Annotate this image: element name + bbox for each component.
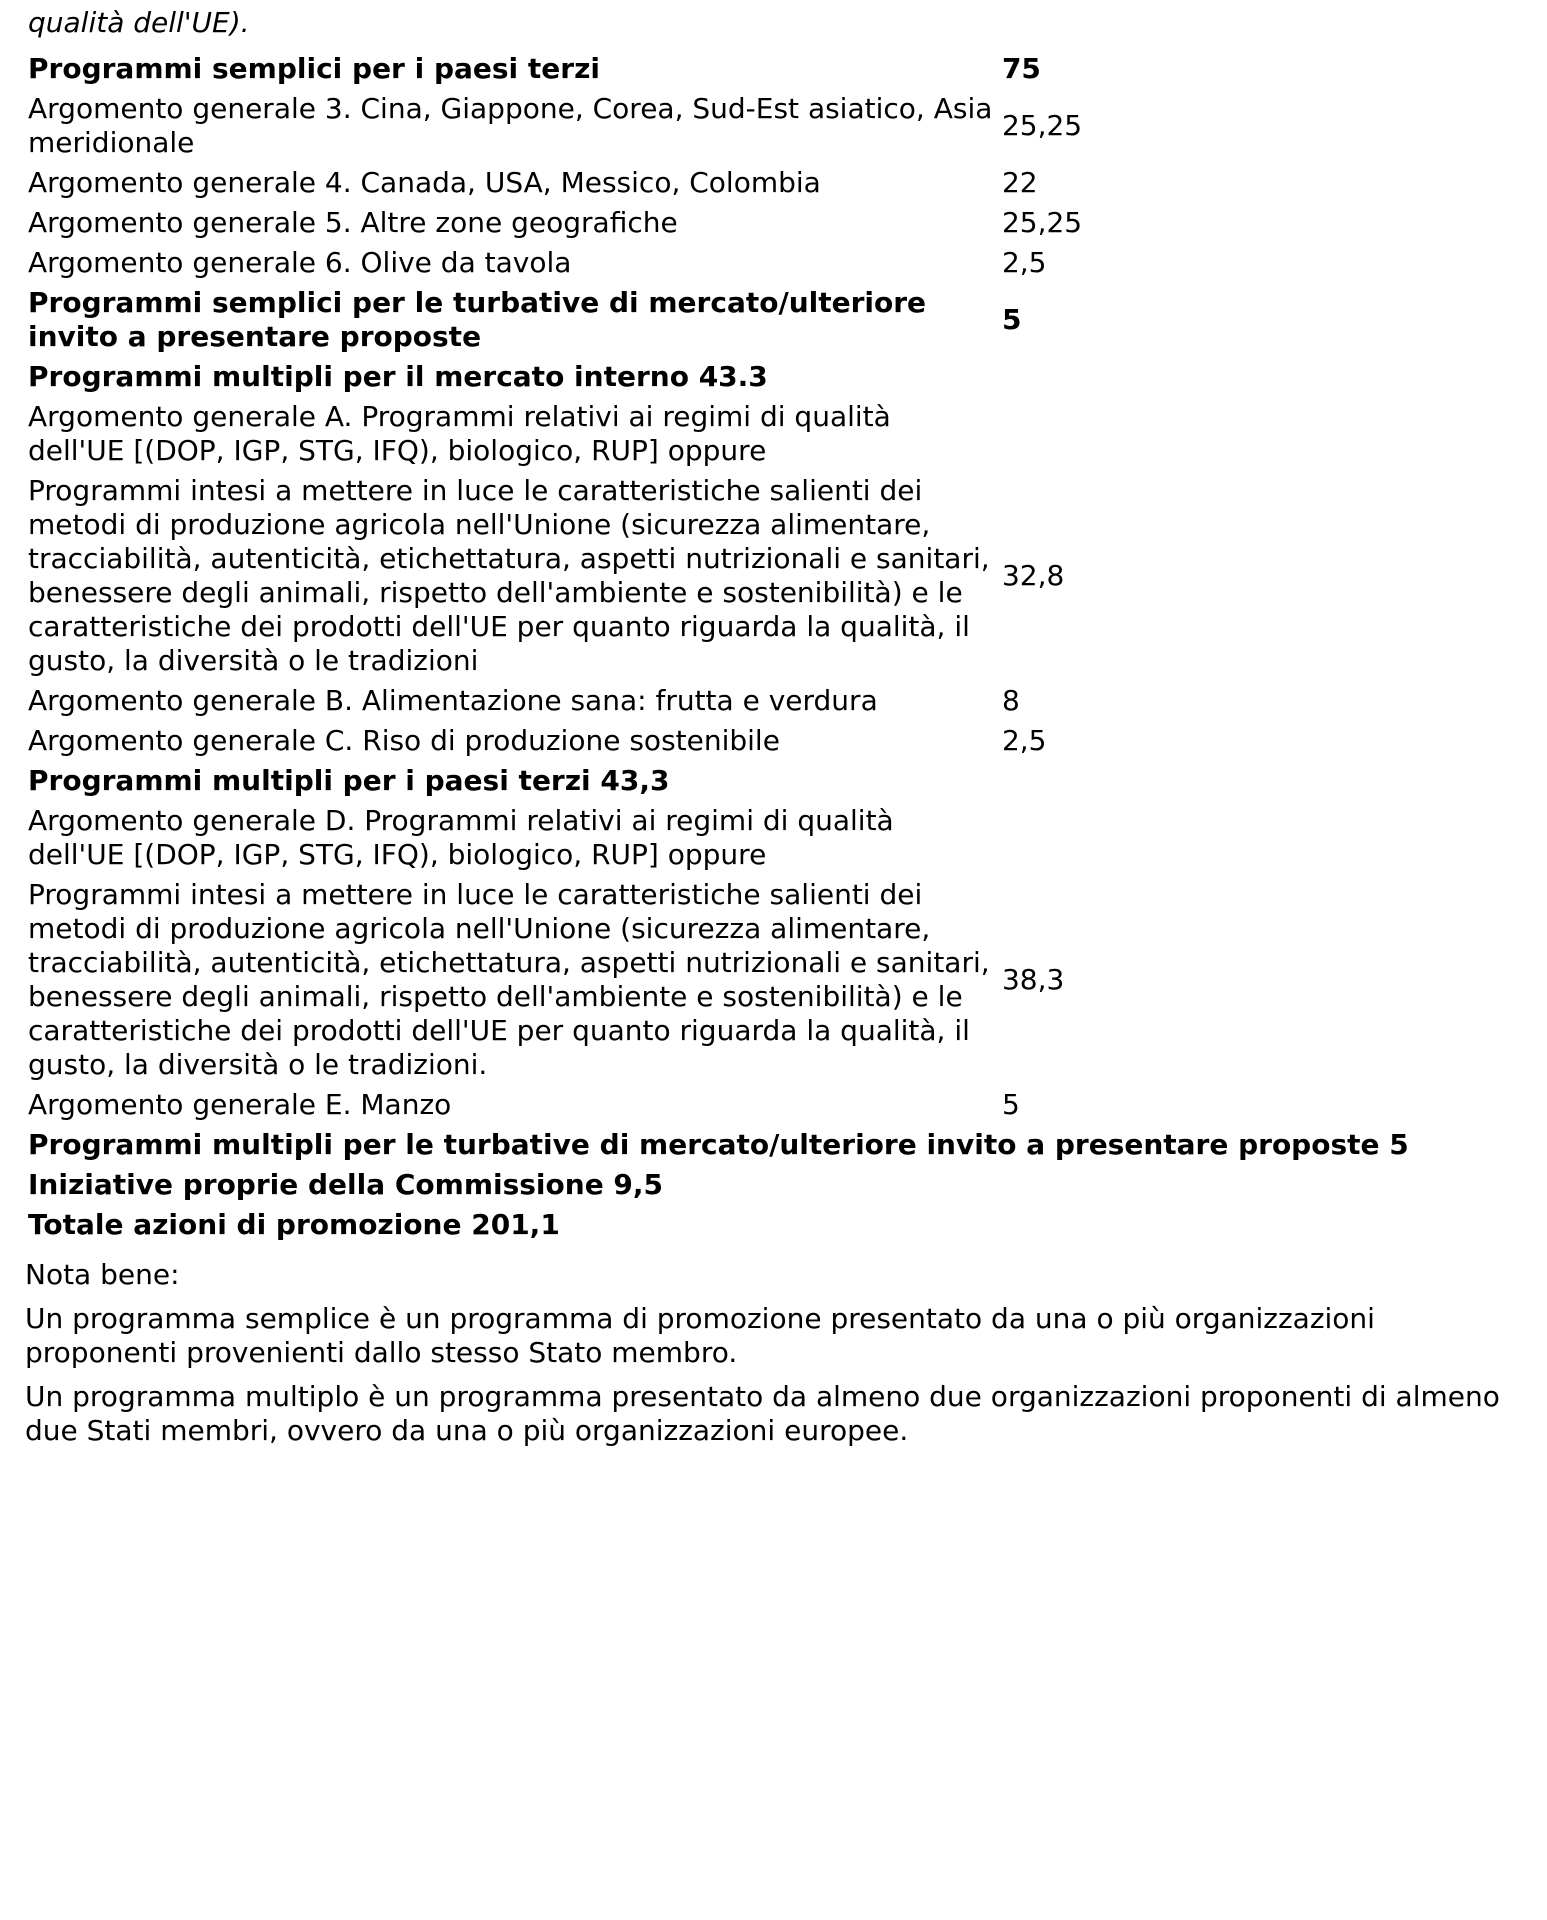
table-row bbox=[22, 724, 1409, 758]
row-label: Programmi intesi a mettere in luce le caratteristiche salienti dei metodi di produzione agricola nell'Unione (sicurezza alimentare, tracciabilità, autenticità, etichettatura, aspetti nutrizionali e sanitari, benessere degli animali, rispetto dell'ambiente e sostenibilità) e le caratteristiche dei prodotti dell'UE per quanto riguarda la qualità, il gusto, la diversità o le tradizioni. bbox=[28, 878, 990, 1081]
table-row bbox=[22, 474, 1409, 678]
row-value: 2,5 bbox=[1001, 246, 1047, 279]
row-label: Argomento generale 4. Canada, USA, Messico, Colombia bbox=[28, 166, 821, 199]
table-row bbox=[22, 92, 1409, 160]
row-label: Programmi semplici per le turbative di mercato/ulteriore invito a presentare proposte bbox=[28, 286, 927, 353]
budget-table bbox=[22, 46, 1409, 1248]
row-label: Programmi intesi a mettere in luce le caratteristiche salienti dei metodi di produzione agricola nell'Unione (sicurezza alimentare, tracciabilità, autenticità, etichettatura, aspetti nutrizionali e sanitari, benessere degli animali, rispetto dell'ambiente e sostenibilità) e le caratteristiche dei prodotti dell'UE per quanto riguarda la qualità, il gusto, la diversità o le tradizioni bbox=[28, 474, 990, 677]
row-value: 5 bbox=[1001, 303, 1022, 336]
table-row bbox=[22, 286, 1409, 354]
row-value bbox=[996, 400, 1409, 468]
table-row bbox=[22, 878, 1409, 1082]
row-label: Programmi semplici per i paesi terzi bbox=[28, 52, 600, 85]
row-label: Argomento generale A. Programmi relativi ai regimi di qualità dell'UE [(DOP, IGP, STG, IFQ), biologico, RUP] oppure bbox=[28, 400, 891, 467]
row-value: 25,25 bbox=[1001, 206, 1083, 239]
table-row bbox=[22, 1128, 1409, 1162]
notes-section bbox=[25, 1258, 1525, 1448]
row-value bbox=[996, 804, 1409, 872]
table-row bbox=[22, 684, 1409, 718]
section-heading: Programmi multipli per le turbative di mercato/ulteriore invito a presentare proposte 5 bbox=[28, 1128, 1409, 1161]
table-row bbox=[22, 764, 1409, 798]
row-label: Argomento generale E. Manzo bbox=[28, 1088, 452, 1121]
table-row bbox=[22, 166, 1409, 200]
row-label: Argomento generale C. Riso di produzione sostenibile bbox=[28, 724, 780, 757]
row-value: 25,25 bbox=[1001, 109, 1083, 142]
row-label: Argomento generale 6. Olive da tavola bbox=[28, 246, 572, 279]
notes-paragraph-simple: Un programma semplice è un programma di promozione presentato da una o più organizzazioni proponenti provenienti dallo stesso Stato membro. bbox=[25, 1302, 1375, 1369]
budget-table-body bbox=[22, 52, 1409, 1242]
section-heading: Totale azioni di promozione 201,1 bbox=[28, 1208, 560, 1241]
row-label: Argomento generale 3. Cina, Giappone, Corea, Sud-Est asiatico, Asia meridionale bbox=[28, 92, 993, 159]
table-row bbox=[22, 52, 1409, 86]
table-row bbox=[22, 206, 1409, 240]
row-value: 5 bbox=[1001, 1088, 1020, 1121]
table-row bbox=[22, 804, 1409, 872]
section-heading: Programmi multipli per i paesi terzi 43,3 bbox=[28, 764, 670, 797]
row-value: 8 bbox=[1001, 684, 1020, 717]
table-row bbox=[22, 360, 1409, 394]
row-value: 75 bbox=[1001, 52, 1041, 85]
table-row bbox=[22, 1168, 1409, 1202]
section-heading: Iniziative proprie della Commissione 9,5 bbox=[28, 1168, 664, 1201]
row-value: 22 bbox=[1001, 166, 1038, 199]
notes-paragraph-multiple: Un programma multiplo è un programma presentato da almeno due organizzazioni proponenti di almeno due Stati membri, ovvero da una o più organizzazioni europee. bbox=[25, 1380, 1500, 1447]
row-label: Argomento generale D. Programmi relativi ai regimi di qualità dell'UE [(DOP, IGP, STG, IFQ), biologico, RUP] oppure bbox=[28, 804, 894, 871]
lead-in-text: qualità dell'UE). bbox=[28, 6, 250, 39]
table-row bbox=[22, 246, 1409, 280]
notes-heading: Nota bene: bbox=[25, 1258, 180, 1291]
row-value: 2,5 bbox=[1001, 724, 1047, 757]
row-value: 38,3 bbox=[1001, 963, 1065, 996]
row-label: Argomento generale 5. Altre zone geografiche bbox=[28, 206, 678, 239]
row-label: Argomento generale B. Alimentazione sana: frutta e verdura bbox=[28, 684, 878, 717]
section-heading: Programmi multipli per il mercato interno 43.3 bbox=[28, 360, 768, 393]
row-value: 32,8 bbox=[1001, 559, 1065, 592]
table-row bbox=[22, 1208, 1409, 1242]
table-row bbox=[22, 400, 1409, 468]
table-row bbox=[22, 1088, 1409, 1122]
